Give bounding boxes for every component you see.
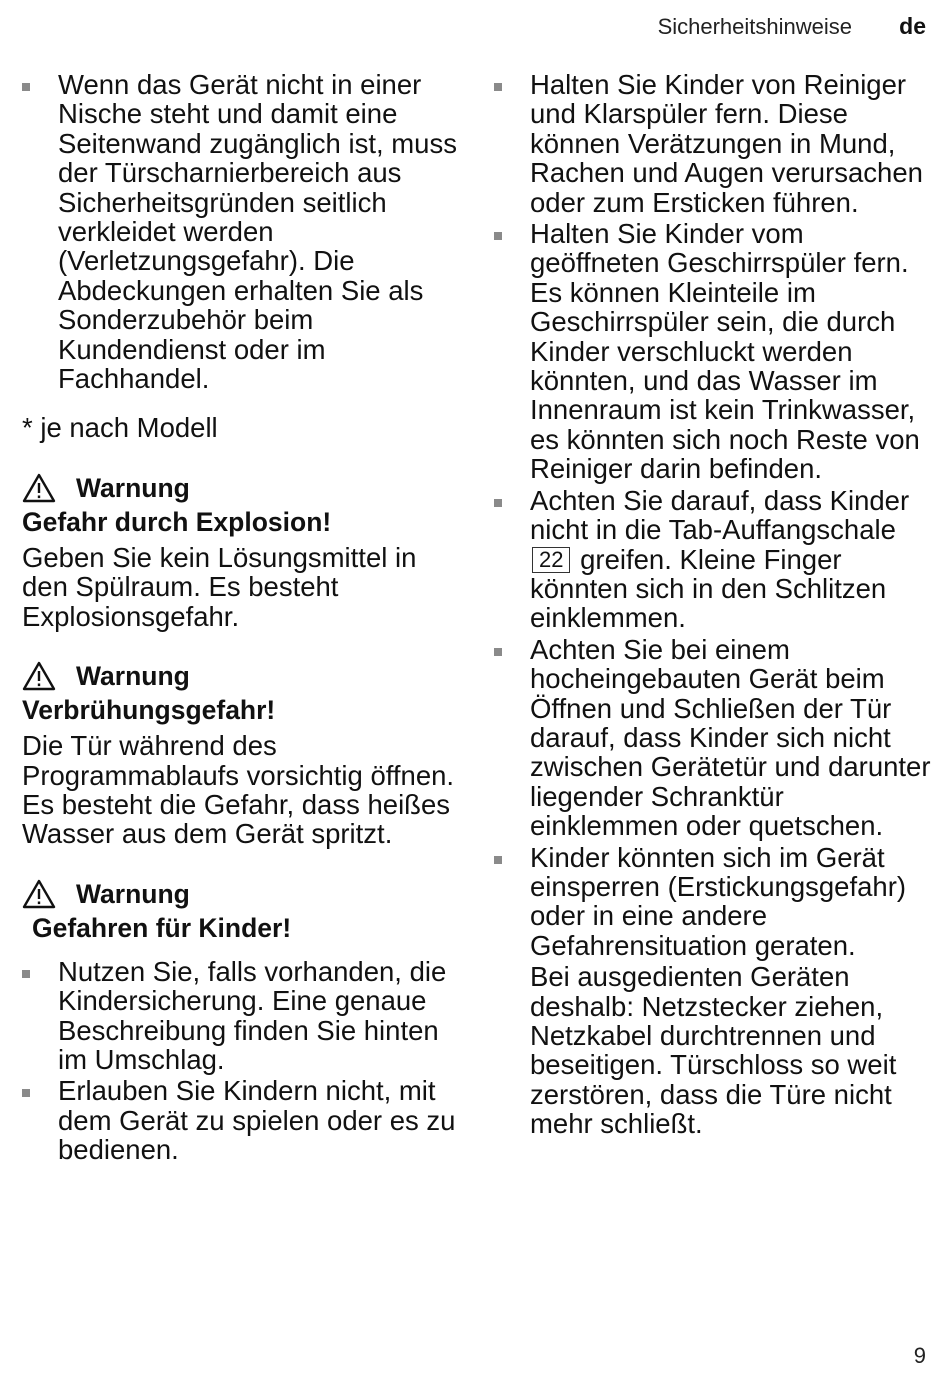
warning-triangle-icon: [22, 473, 56, 503]
warning-children: [22, 879, 462, 1165]
bullet-icon: [494, 856, 502, 864]
warning-body: Die Tür während des Programmablaufs vorsichtig öffnen. Es besteht die Gefahr, dass heißes Wasser aus dem Gerät spritzt.: [22, 730, 455, 850]
language-code: de: [899, 13, 926, 39]
warning-label: Warnung: [76, 878, 190, 909]
bullet-icon: [22, 970, 30, 978]
list-item: Kinder könnten sich im Gerät einsperren (Erstickungsgefahr) oder in eine andere Gefahrensituation geraten. Bei ausgedienten Geräten deshalb: Netzstecker ziehen, Netzkabel durchtrennen und beseitigen. Türschloss so weit zerstören, dass die Türe nicht mehr schließt.: [494, 843, 934, 1139]
warning-title: Verbrühungsgefahr!: [22, 695, 276, 726]
list-item: Wenn das Gerät nicht in einer Nische steht und damit eine Seitenwand zugänglich ist, muss der Türscharnierbereich aus Sicherheitsgründen seitlich verkleidet werden (Verletzungsgefahr). Die Abdeckungen erhalten Sie als Sonderzubehör beim Kundendienst oder im Fachhandel.: [22, 70, 462, 393]
part-reference: 22: [532, 547, 570, 573]
warning-scalding: [22, 661, 462, 849]
warning-title: Gefahren für Kinder!: [32, 912, 292, 943]
warning-triangle-icon: [22, 879, 56, 909]
warning-body: Geben Sie kein Lösungsmittel in den Spülraum. Es besteht Explosionsgefahr.: [22, 541, 417, 632]
page-number: 9: [913, 1343, 926, 1368]
bullet-icon: [494, 648, 502, 656]
list-item: Achten Sie darauf, dass Kinder nicht in die Tab-Auffangschale 22 greifen. Kleine Finger könnten sich in den Schlitzen einklemmen.: [494, 486, 934, 633]
warning-triangle-icon: [22, 661, 56, 691]
left-column: [22, 70, 462, 1167]
bullet-icon: [22, 1089, 30, 1097]
list-item: Achten Sie bei einem hocheingebauten Gerät beim Öffnen und Schließen der Tür darauf, dass Kinder sich nicht zwischen Gerätetür und darunter liegender Schranktür einklemmen oder quetschen.: [494, 635, 934, 841]
list-item: Erlauben Sie Kindern nicht, mit dem Gerät zu spielen oder es zu bedienen.: [22, 1076, 462, 1164]
warning-label: Warnung: [76, 661, 190, 692]
warning-title: Gefahr durch Explosion!: [22, 506, 332, 537]
list-item-continuation: Bei ausgedienten Geräten deshalb: Netzstecker ziehen, Netzkabel durchtrennen und beseitigen. Türschloss so weit zerstören, dass die Türe nicht mehr schließt.: [530, 961, 897, 1140]
warning-label: Warnung: [76, 472, 190, 503]
list-item: Halten Sie Kinder vom geöffneten Geschirrspüler fern. Es können Kleinteile im Geschirrspüler sein, die durch Kinder verschluckt werden könnten, und das Wasser im Innenraum ist kein Trinkwasser, es könnten sich noch Reste von Reiniger darin befinden.: [494, 219, 934, 484]
right-column: [494, 70, 934, 1141]
bullet-icon: [494, 83, 502, 91]
bullet-icon: [22, 83, 30, 91]
bullet-icon: [494, 499, 502, 507]
warning-explosion: [22, 473, 462, 631]
list-item: Nutzen Sie, falls vorhanden, die Kindersicherung. Eine genaue Beschreibung finden Sie hinten im Umschlag.: [22, 957, 462, 1075]
footnote: * je nach Modell: [22, 412, 218, 444]
list-item: Halten Sie Kinder von Reiniger und Klarspüler fern. Diese können Verätzungen in Mund, Rachen und Augen verursachen oder zum Ersticken führen.: [494, 70, 934, 217]
section-title: Sicherheitshinweise: [657, 14, 852, 39]
bullet-icon: [494, 232, 502, 240]
